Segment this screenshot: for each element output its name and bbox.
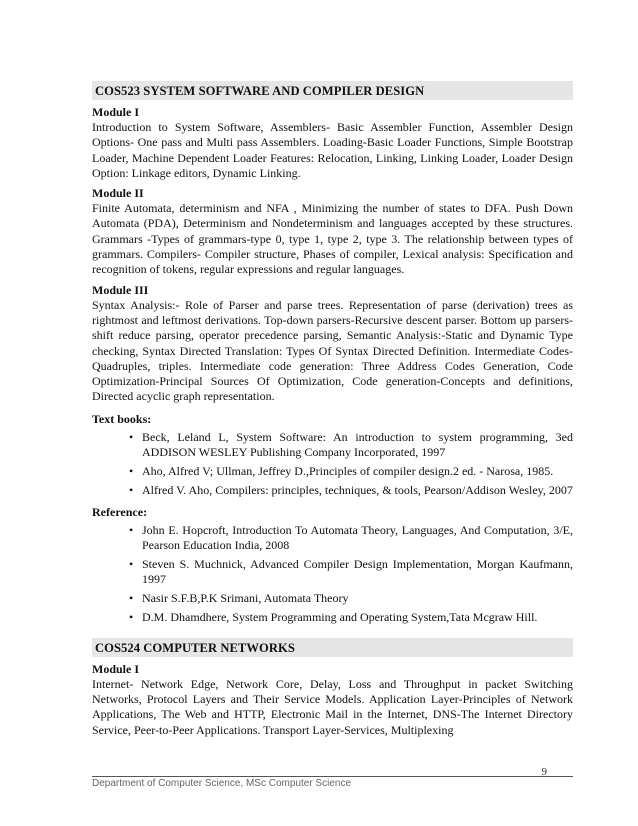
page-number: 9 [541,766,547,778]
module-text: Finite Automata, determinism and NFA , Minimizing the number of states to DFA. Push Down Automata (PDA), Determinism and Nondeterminism and languages accepted by these structures. Grammars -Types of grammars-type 0, type 1, type 2, type 3. The relationship between types of grammars. Compilers- Compiler structure, Phases of compiler, Lexical analysis: Specification and recognition of tokens, regular expressions and regular languages. [92,201,573,277]
module-heading: Module II [92,186,144,201]
module-text: Introduction to System Software, Assemblers- Basic Assembler Function, Assembler Design Options- One pass and Multi pass Assemblers. Loading-Basic Loader Functions, Simple Bootstrap Loader, Machine Dependent Loader Features: Relocation, Linking, Linking Loader, Loader Design Option: Linkage editors, Dynamic Linking. [92,120,573,180]
page-footer [92,766,573,789]
reference-item: • Steven S. Muchnick, Advanced Compiler Design Implementation, Morgan Kaufmann, 1997 [134,557,573,587]
reference-item: • Nasir S.F.B,P.K Srimani, Automata Theory [134,591,573,606]
reference-item: • D.M. Dhamdhere, System Programming and Operating System,Tata Mcgraw Hill. [134,610,573,625]
module-text: Syntax Analysis:- Role of Parser and parse trees. Representation of parse (derivation) trees as rightmost and leftmost derivations. Top-down parsers-Recursive descent parser. Bottom up parsers-shift reduce parsing, operator precedence parsing, Semantic Analysis:-Static and Dynamic Type checking, Syntax Directed Translation: Types Of Syntax Directed Definition. Intermediate Codes-Quadruples, triples. Intermediate code generation: Three Address Codes Generation, Code Optimization-Principal Sources Of Optimization, Code generation-Concepts and definitions, Directed acyclic graph representation. [92,297,573,404]
reference-heading: Reference: [92,504,148,519]
course-title-cos524: COS524 COMPUTER NETWORKS [92,638,573,657]
textbook-item: • Alfred V. Aho, Compilers: principles, techniques, & tools, Pearson/Addison Wesley, 2007 [134,483,573,498]
textbooks-list [92,430,573,498]
reference-list [92,523,573,625]
textbook-item: • Beck, Leland L, System Software: An introduction to system programming, 3ed ADDISON WESLEY Publishing Company Incorporated, 1997 [134,430,573,460]
reference-item: • John E. Hopcroft, Introduction To Automata Theory, Languages, And Computation, 3/E, Pearson Education India, 2008 [134,523,573,553]
course-title-cos523: COS523 SYSTEM SOFTWARE AND COMPILER DESIGN [92,81,573,100]
module-heading: Module I [92,105,140,119]
footer-department: Department of Computer Science, MSc Computer Science [92,778,351,789]
page-content [92,0,573,738]
module-heading: Module I [92,661,140,676]
module-text: Internet- Network Edge, Network Core, Delay, Loss and Throughput in packet Switching Networks, Protocol Layers and Their Service Models. Application Layer-Principles of Network Applications, The Web and HTTP, Electronic Mail in the Internet, DNS-The Internet Directory Service, Peer-to-Peer Applications. Transport Layer-Services, Multiplexing [92,676,573,737]
textbook-item: • Aho, Alfred V; Ullman, Jeffrey D.,Principles of compiler design.2 ed. - Narosa, 1985. [134,464,573,479]
textbooks-heading: Text books: [92,411,152,426]
module-heading: Module III [92,282,149,297]
